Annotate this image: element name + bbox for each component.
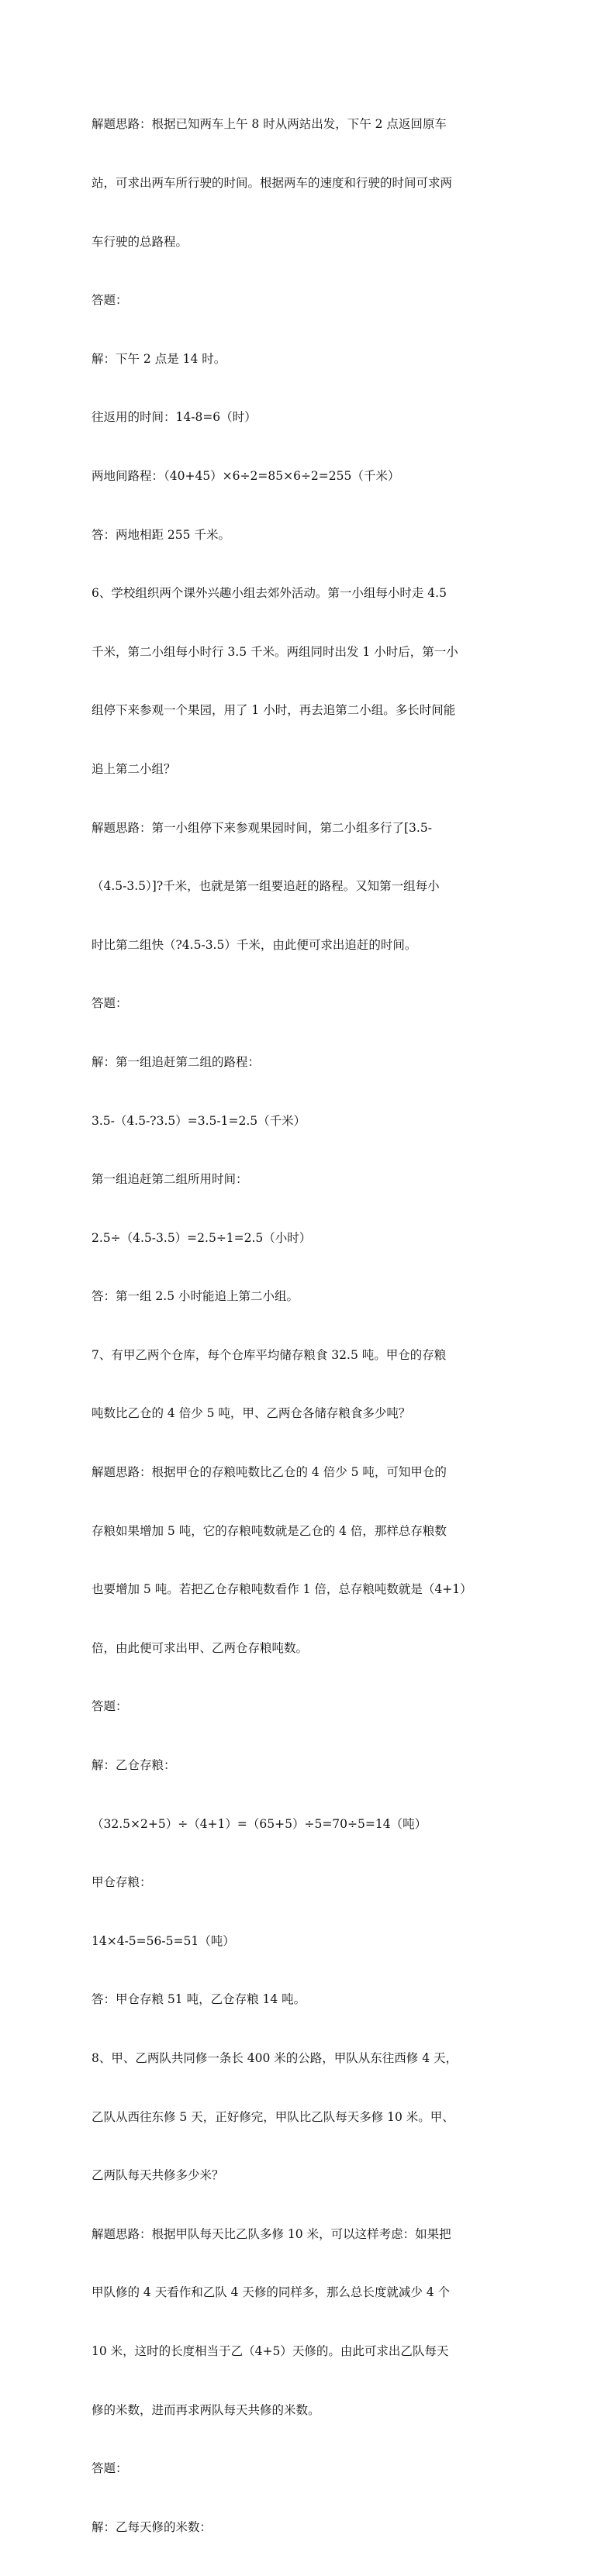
document-body: [92, 76, 541, 2576]
text-line: 答题：: [92, 996, 128, 1011]
text-line: 答：两地相距 255 千米。: [92, 527, 230, 542]
text-line: 乙队从西往东修 5 天，正好修完，甲队比乙队每天多修 10 米。甲、: [92, 2109, 454, 2124]
text-line: 3.5-（4.5-?3.5）=3.5-1=2.5（千米）: [92, 1113, 306, 1128]
text-line: 修的米数，进而再求两队每天共修的米数。: [92, 2402, 320, 2417]
question-7: 7、有甲乙两个仓库，每个仓库平均储存粮食 32.5 吨。甲仓的存粮: [92, 1347, 447, 1362]
text-line: 站，可求出两车所行驶的时间。根据两车的速度和行驶的时间可求两: [92, 176, 453, 190]
text-line: 答题：: [92, 1699, 128, 1714]
text-line: 解：下午 2 点是 14 时。: [92, 351, 226, 366]
text-line: 2.5÷（4.5-3.5）=2.5÷1=2.5（小时）: [92, 1230, 312, 1245]
text-line: 乙两队每天共修多少米？: [92, 2168, 224, 2183]
question-8: 8、甲、乙两队共同修一条长 400 米的公路，甲队从东往西修 4 天，: [92, 2051, 458, 2065]
text-line: 解题思路：根据已知两车上午 8 时从两站出发，下午 2 点返回原车: [92, 117, 447, 132]
text-line: 答题：: [92, 2461, 128, 2476]
question-6: 6、学校组织两个课外兴趣小组去郊外活动。第一小组每小时走 4.5: [92, 586, 447, 601]
text-line: 车行驶的总路程。: [92, 234, 188, 249]
text-line: 第一组追赶第二组所用时间：: [92, 1172, 248, 1187]
text-line: 倍，由此便可求出甲、乙两仓存粮吨数。: [92, 1640, 309, 1655]
text-line: 答：第一组 2.5 小时能追上第二小组。: [92, 1289, 299, 1304]
text-line: 解题思路：根据甲队每天比乙队多修 10 米，可以这样考虑：如果把: [92, 2226, 451, 2241]
text-line: 解题思路：第一小组停下来参观果园时间，第二小组多行了[3.5-: [92, 820, 432, 835]
text-line: （4.5-3.5）]?千米，也就是第一组要追赶的路程。又知第一组每小: [92, 879, 440, 894]
text-line: 10 米，这时的长度相当于乙（4+5）天修的。由此可求出乙队每天: [92, 2343, 449, 2358]
text-line: 甲仓存粮：: [92, 1875, 152, 1890]
text-line: 时比第二组快（?4.5-3.5）千米，由此便可求出追赶的时间。: [92, 937, 417, 952]
text-line: 吨数比乙仓的 4 倍少 5 吨，甲、乙两仓各储存粮食多少吨？: [92, 1406, 411, 1421]
text-line: 往返用的时间：14-8=6（时）: [92, 410, 257, 425]
text-line: 答：甲仓存粮 51 吨，乙仓存粮 14 吨。: [92, 1992, 306, 2007]
text-line: 也要增加 5 吨。若把乙仓存粮吨数看作 1 倍，总存粮吨数就是（4+1）: [92, 1582, 472, 1597]
text-line: 千米，第二小组每小时行 3.5 千米。两组同时出发 1 小时后，第一小: [92, 644, 458, 659]
text-line: 甲队修的 4 天看作和乙队 4 天修的同样多，那么总长度就减少 4 个: [92, 2285, 451, 2300]
text-line: 追上第二小组？: [92, 761, 176, 776]
text-line: 答题：: [92, 293, 128, 308]
text-line: 存粮如果增加 5 吨，它的存粮吨数就是乙仓的 4 倍，那样总存粮数: [92, 1523, 447, 1538]
text-line: 组停下来参观一个果园，用了 1 小时，再去追第二小组。多长时间能: [92, 703, 456, 718]
text-line: 解题思路：根据甲仓的存粮吨数比乙仓的 4 倍少 5 吨，可知甲仓的: [92, 1465, 447, 1480]
text-line: 两地间路程：（40+45）×6÷2=85×6÷2=255（千米）: [92, 468, 400, 483]
text-line: 解：乙每天修的米数：: [92, 2519, 212, 2534]
text-line: 14×4-5=56-5=51（吨）: [92, 1933, 235, 1948]
text-line: （32.5×2+5）÷（4+1）=（65+5）÷5=70÷5=14（吨）: [92, 1816, 427, 1831]
text-line: 解：乙仓存粮：: [92, 1758, 176, 1773]
text-line: 解：第一组追赶第二组的路程：: [92, 1054, 261, 1069]
